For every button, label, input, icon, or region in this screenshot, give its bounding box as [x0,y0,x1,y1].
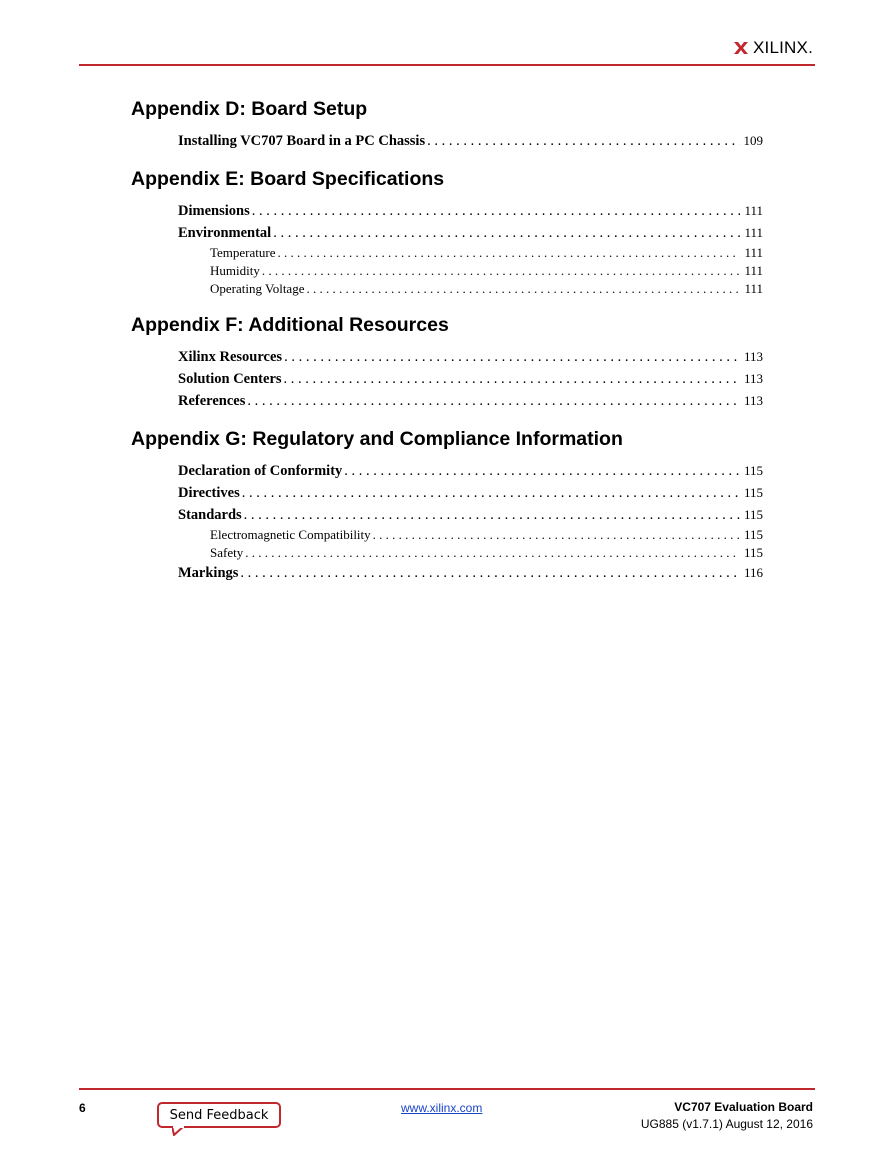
toc-entry-label: Dimensions [178,203,250,219]
toc-subentry[interactable] [210,544,763,562]
dot-leader [252,200,741,222]
toc-entry[interactable] [178,504,763,526]
toc-section [131,312,763,412]
toc-entry-label: Markings [178,565,239,581]
toc-entry[interactable] [178,390,763,412]
xilinx-x-icon [733,41,749,55]
dot-leader [273,222,740,244]
toc-entry[interactable] [178,368,763,390]
toc-entry-label: Operating Voltage [210,281,305,296]
toc-page-number: 115 [743,485,763,500]
toc-entry[interactable] [178,346,763,368]
toc-subentry[interactable] [210,244,763,262]
dot-leader [284,346,740,368]
dot-leader [306,280,740,298]
footer-rule [79,1088,815,1090]
document-id: UG885 (v1.7.1) August 12, 2016 [640,1117,813,1131]
toc-entry-label: Solution Centers [178,371,282,387]
toc-entry[interactable] [178,460,763,482]
table-of-contents [131,96,763,598]
toc-entry-label: Environmental [178,225,272,241]
toc-entry[interactable] [178,200,763,222]
toc-entry-label: Installing VC707 Board in a PC Chassis [178,133,426,149]
dot-leader [240,562,740,584]
send-feedback-label: Send Feedback [169,1107,269,1123]
dot-leader [262,262,741,280]
toc-page-number: 115 [743,545,763,560]
toc-section [131,426,763,584]
toc-subentry[interactable] [210,262,763,280]
toc-entry-label: Declaration of Conformity [178,463,343,479]
toc-page-number: 111 [744,263,763,278]
dot-leader [278,244,741,262]
logo-text: XILINX. [753,38,813,57]
section-heading[interactable]: Appendix E: Board Specifications [131,168,445,190]
toc-entry-label: Xilinx Resources [178,349,283,365]
toc-entry-label: References [178,393,246,409]
section-heading[interactable]: Appendix G: Regulatory and Compliance Information [131,428,623,450]
dot-leader [373,526,740,544]
toc-subentry[interactable] [210,526,763,544]
dot-leader [242,482,740,504]
dot-leader [427,130,739,152]
toc-entry[interactable] [178,222,763,244]
toc-page-number: 111 [744,203,763,218]
toc-subentry[interactable] [210,280,763,298]
header-rule [79,64,815,66]
page-number: 6 [79,1101,86,1115]
toc-page-number: 115 [743,527,763,542]
toc-entry-label: Temperature [210,245,276,260]
toc-page-number: 113 [743,393,763,408]
toc-entry[interactable] [178,562,763,584]
toc-page-number: 109 [743,133,763,148]
toc-entry-label: Safety [210,545,244,560]
toc-entry[interactable] [178,130,763,152]
toc-entry-label: Electromagnetic Compatibility [210,527,371,542]
speech-bubble-tail-icon [172,1126,186,1136]
xilinx-logo [733,38,813,58]
toc-page-number: 111 [744,245,763,260]
dot-leader [344,460,740,482]
toc-entry-label: Standards [178,507,242,523]
dot-leader [247,390,740,412]
toc-section [131,96,763,152]
document-title: VC707 Evaluation Board [674,1100,813,1114]
dot-leader [244,504,740,526]
toc-page-number: 113 [743,371,763,386]
toc-section [131,166,763,298]
toc-entry-label: Directives [178,485,240,501]
dot-leader [245,544,740,562]
dot-leader [284,368,740,390]
toc-entry-label: Humidity [210,263,260,278]
toc-page-number: 111 [744,225,763,240]
website-link[interactable]: www.xilinx.com [401,1101,483,1115]
toc-page-number: 115 [743,463,763,478]
send-feedback-button[interactable] [157,1102,281,1128]
toc-page-number: 116 [743,565,763,580]
section-heading[interactable]: Appendix F: Additional Resources [131,314,449,336]
toc-page-number: 111 [744,281,763,296]
section-heading[interactable]: Appendix D: Board Setup [131,98,368,120]
toc-page-number: 115 [743,507,763,522]
toc-entry[interactable] [178,482,763,504]
toc-page-number: 113 [743,349,763,364]
